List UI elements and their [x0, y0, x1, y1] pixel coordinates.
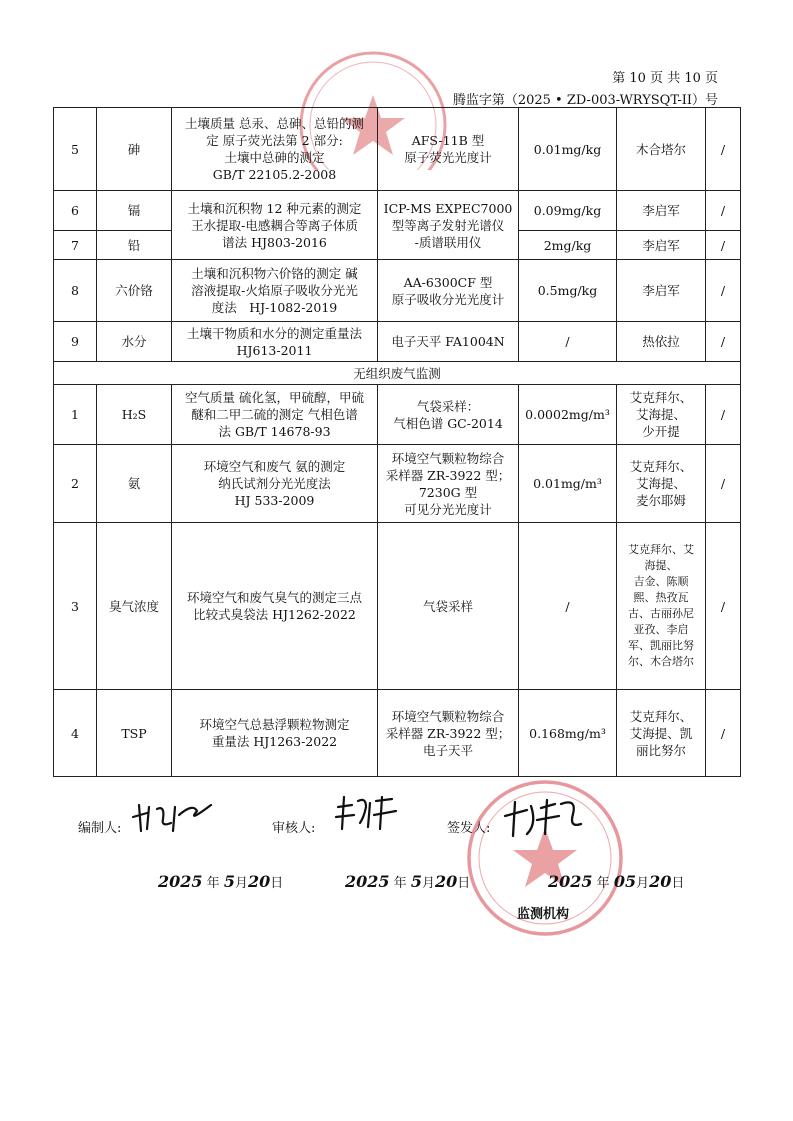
cell-note: / — [706, 385, 741, 445]
cell-note: / — [706, 191, 741, 231]
cell-limit: 0.168mg/m³ — [519, 690, 617, 777]
cell-item: 氨 — [97, 445, 172, 523]
cell-method: 环境空气总悬浮颗粒物测定 重量法 HJ1263-2022 — [172, 690, 378, 777]
cell-limit: 0.01mg/kg — [519, 108, 617, 191]
cell-limit: / — [519, 523, 617, 690]
cell-item: TSP — [97, 690, 172, 777]
cell-note: / — [706, 445, 741, 523]
section-row — [54, 362, 741, 385]
cell-analyst: 木合塔尔 — [617, 108, 706, 191]
cell-analyst: 李启军 — [617, 260, 706, 322]
cell-instrument: ICP-MS EXPEC7000 型等离子发射光谱仪 -质谱联用仪 — [378, 191, 519, 260]
cell-method: 土壤和沉积物六价铬的测定 碱 溶液提取-火焰原子吸收分光光 度法 HJ-1082-2019 — [172, 260, 378, 322]
cell-instrument: 环境空气颗粒物综合 采样器 ZR-3922 型； 电子天平 — [378, 690, 519, 777]
cell-no: 6 — [54, 191, 97, 231]
cell-item: H₂S — [97, 385, 172, 445]
cell-no: 8 — [54, 260, 97, 322]
date-month-char: 月 — [636, 876, 650, 891]
issuer-signature — [497, 794, 587, 842]
cell-no: 3 — [54, 523, 97, 690]
table-row — [54, 445, 741, 523]
date-month: 5 — [223, 872, 235, 891]
cell-note: / — [706, 690, 741, 777]
cell-item: 镉 — [97, 191, 172, 231]
table-row — [54, 260, 741, 322]
cell-method: 土壤质量 总汞、总砷、总铅的测 定 原子荧光法第 2 部分: 土壤中总砷的测定 GB/T 22105.2-2008 — [172, 108, 378, 191]
date-year-char: 年 — [393, 876, 407, 891]
cell-no: 1 — [54, 385, 97, 445]
cell-analyst: 李启军 — [617, 231, 706, 260]
date-year: 2025 — [345, 872, 390, 891]
date-day: 20 — [247, 872, 271, 891]
cell-item: 铅 — [97, 231, 172, 260]
cell-analyst: 艾克拜尔、 艾海提、凯 丽比努尔 — [617, 690, 706, 777]
cell-instrument: 环境空气颗粒物综合 采样器 ZR-3922 型； 7230G 型 可见分光光度计 — [378, 445, 519, 523]
section-title: 无组织废气监测 — [54, 362, 741, 385]
cell-instrument: 电子天平 FA1004N — [378, 322, 519, 362]
date-year: 2025 — [158, 872, 203, 891]
cell-analyst: 李启军 — [617, 191, 706, 231]
report-number: 腾监字第（2025 • ZD-003-WRYSQT-II）号 — [452, 93, 718, 108]
cell-limit: 0.01mg/m³ — [519, 445, 617, 523]
cell-analyst: 艾克拜尔、艾 海提、 吉金、陈顺 熙、热孜瓦 古、古丽孙尼 亚孜、李启 军、凯丽比努 尔、木合塔尔 — [617, 523, 706, 690]
cell-item: 水分 — [97, 322, 172, 362]
cell-no: 2 — [54, 445, 97, 523]
cell-limit: 0.0002mg/m³ — [519, 385, 617, 445]
cell-note: / — [706, 231, 741, 260]
compile-date — [158, 872, 283, 891]
results-table — [53, 107, 741, 777]
date-month-char: 月 — [234, 876, 248, 891]
issuer-label: 签发人: — [447, 821, 491, 836]
cell-instrument: AFS-11B 型 原子荧光光度计 — [378, 108, 519, 191]
cell-method: 空气质量 硫化氢，甲硫醇，甲硫 醚和二甲二硫的测定 气相色谱 法 GB/T 14678-93 — [172, 385, 378, 445]
cell-limit: 0.09mg/kg — [519, 191, 617, 231]
date-day: 20 — [649, 872, 672, 891]
cell-limit: / — [519, 322, 617, 362]
date-month-char: 月 — [421, 876, 435, 891]
table-row — [54, 523, 741, 690]
cell-method: 土壤干物质和水分的测定重量法 HJ613-2011 — [172, 322, 378, 362]
date-day: 20 — [434, 872, 458, 891]
table-row — [54, 690, 741, 777]
date-day-char: 日 — [270, 876, 284, 891]
cell-no: 4 — [54, 690, 97, 777]
date-month: 05 — [613, 872, 637, 891]
cell-limit: 2mg/kg — [519, 231, 617, 260]
table-row — [54, 191, 741, 231]
cell-limit: 0.5mg/kg — [519, 260, 617, 322]
cell-item: 臭气浓度 — [97, 523, 172, 690]
issue-date — [548, 872, 684, 891]
cell-no: 5 — [54, 108, 97, 191]
reviewer-signature — [332, 793, 402, 835]
date-year-char: 年 — [596, 876, 610, 891]
cell-note: / — [706, 523, 741, 690]
reviewer-label: 审核人: — [272, 821, 316, 836]
cell-method: 土壤和沉积物 12 种元素的测定 王水提取-电感耦合等离子体质 谱法 HJ803-2016 — [172, 191, 378, 260]
cell-method: 环境空气和废气臭气的测定三点 比较式臭袋法 HJ1262-2022 — [172, 523, 378, 690]
date-day-char: 日 — [671, 876, 685, 891]
cell-item: 砷 — [97, 108, 172, 191]
date-year-char: 年 — [206, 876, 220, 891]
cell-note: / — [706, 322, 741, 362]
table-row — [54, 322, 741, 362]
cell-method: 环境空气和废气 氨的测定 纳氏试剂分光光度法 HJ 533-2009 — [172, 445, 378, 523]
cell-no: 7 — [54, 231, 97, 260]
compiler-signature — [127, 797, 217, 837]
seal-label: 监测机构 — [517, 907, 570, 922]
cell-analyst: 热依拉 — [617, 322, 706, 362]
cell-instrument: 气袋采样： 气相色谱 GC-2014 — [378, 385, 519, 445]
compiler-label: 编制人: — [78, 821, 122, 836]
review-date — [345, 872, 470, 891]
table-row — [54, 385, 741, 445]
cell-analyst: 艾克拜尔、 艾海提、 麦尔耶姆 — [617, 445, 706, 523]
cell-instrument: 气袋采样 — [378, 523, 519, 690]
page-info: 第 10 页 共 10 页 — [612, 71, 718, 86]
table-row — [54, 108, 741, 191]
cell-instrument: AA-6300CF 型 原子吸收分光光度计 — [378, 260, 519, 322]
cell-note: / — [706, 108, 741, 191]
cell-analyst: 艾克拜尔、 艾海提、 少开提 — [617, 385, 706, 445]
cell-item: 六价铬 — [97, 260, 172, 322]
cell-no: 9 — [54, 322, 97, 362]
date-month: 5 — [410, 872, 422, 891]
cell-note: / — [706, 260, 741, 322]
date-year: 2025 — [548, 872, 593, 891]
date-day-char: 日 — [457, 876, 471, 891]
